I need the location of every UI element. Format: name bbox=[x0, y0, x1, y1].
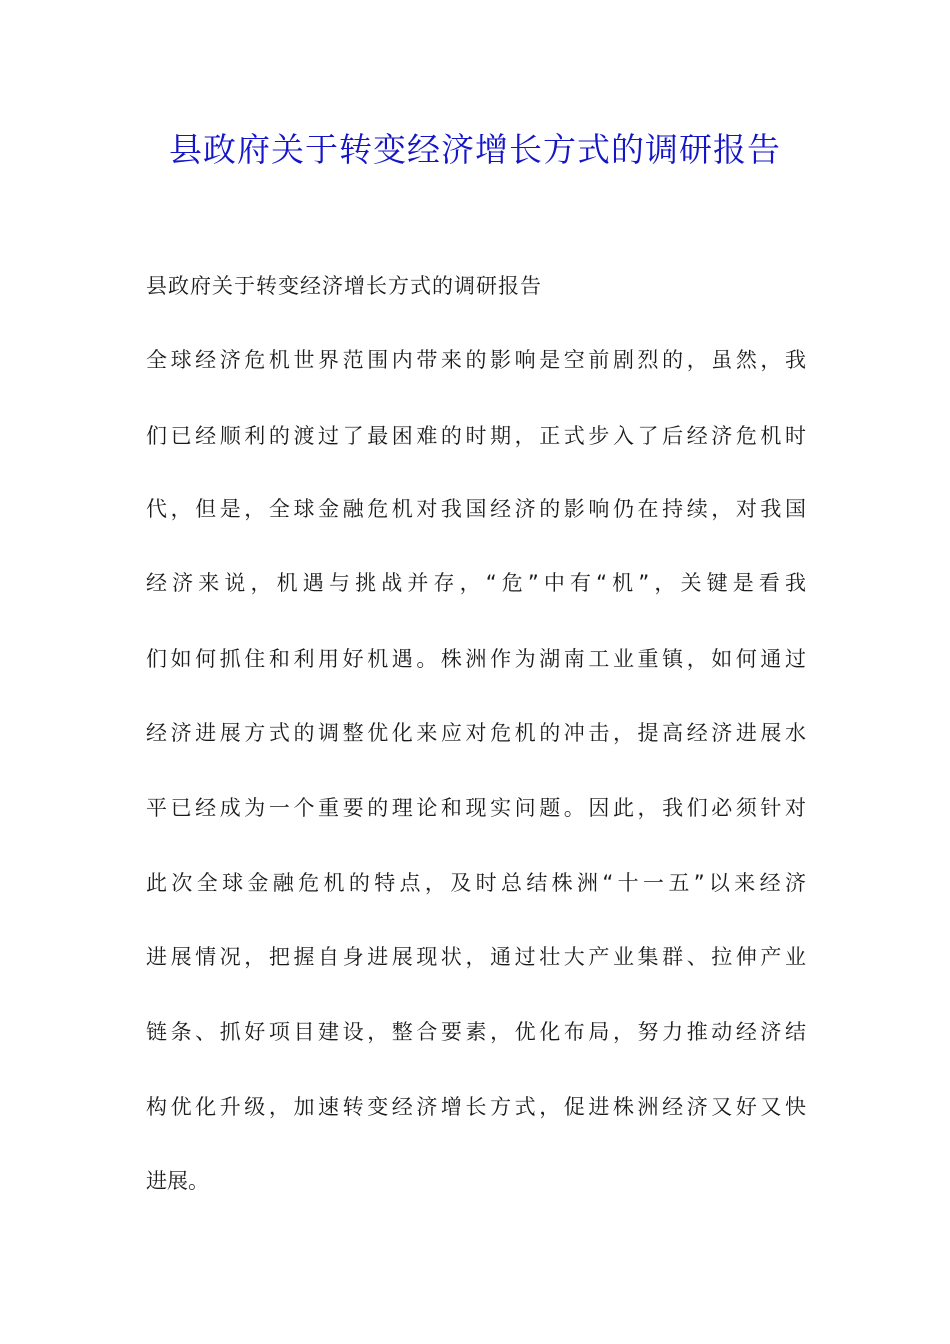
paragraph-line: 构优化升级，加速转变经济增长方式，促进株洲经济又好又快 bbox=[146, 1095, 806, 1119]
paragraph-line: 经济进展方式的调整优化来应对危机的冲击，提高经济进展水 bbox=[146, 721, 806, 745]
paragraph-line: 们如何抓住和利用好机遇。株洲作为湖南工业重镇，如何通过 bbox=[146, 647, 806, 671]
paragraph-line: 们已经顺利的渡过了最困难的时期，正式步入了后经济危机时 bbox=[146, 424, 806, 448]
paragraph-line: 平已经成为一个重要的理论和现实问题。因此，我们必须针对 bbox=[146, 796, 806, 820]
paragraph-line: 代，但是，全球金融危机对我国经济的影响仍在持续，对我国 bbox=[146, 497, 806, 521]
paragraph-line: 链条、抓好项目建设，整合要素，优化布局，努力推动经济结 bbox=[146, 1020, 806, 1044]
document-subtitle: 县政府关于转变经济增长方式的调研报告 bbox=[146, 274, 542, 298]
paragraph-line: 此次全球金融危机的特点，及时总结株洲“十一五”以来经济 bbox=[146, 871, 806, 895]
paragraph-line: 进展。 bbox=[146, 1169, 209, 1193]
page-title: 县政府关于转变经济增长方式的调研报告 bbox=[169, 130, 781, 169]
paragraph-line: 全球经济危机世界范围内带来的影响是空前剧烈的，虽然，我 bbox=[146, 348, 806, 372]
paragraph-line: 经济来说，机遇与挑战并存，“危”中有“机”，关键是看我 bbox=[146, 571, 806, 595]
paragraph-line: 进展情况，把握自身进展现状，通过壮大产业集群、拉伸产业 bbox=[146, 945, 806, 969]
